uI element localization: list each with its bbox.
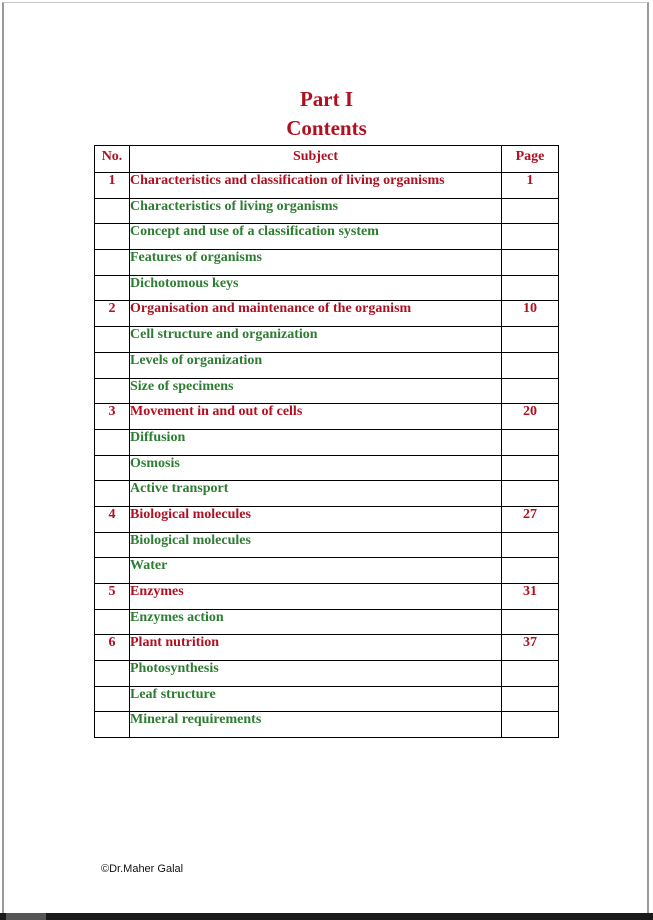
row-page: 1 bbox=[502, 173, 559, 199]
row-subject: Size of specimens bbox=[130, 378, 502, 404]
chapter-row bbox=[95, 301, 559, 327]
row-subject: Active transport bbox=[130, 481, 502, 507]
scrollbar-thumb[interactable] bbox=[6, 913, 46, 920]
topic-row bbox=[95, 455, 559, 481]
row-number bbox=[95, 224, 130, 250]
topic-row bbox=[95, 532, 559, 558]
contents-table bbox=[94, 145, 559, 738]
table-header-row bbox=[95, 146, 559, 173]
row-number: 6 bbox=[95, 635, 130, 661]
row-page bbox=[502, 558, 559, 584]
row-page bbox=[502, 250, 559, 276]
row-page bbox=[502, 429, 559, 455]
header-page: Page bbox=[502, 146, 559, 173]
row-number bbox=[95, 661, 130, 687]
row-subject: Leaf structure bbox=[130, 686, 502, 712]
row-subject: Dichotomous keys bbox=[130, 275, 502, 301]
table-body bbox=[95, 173, 559, 738]
row-number bbox=[95, 455, 130, 481]
row-subject: Enzymes bbox=[130, 584, 502, 610]
chapter-row bbox=[95, 404, 559, 430]
row-subject: Photosynthesis bbox=[130, 661, 502, 687]
row-page bbox=[502, 327, 559, 353]
row-number bbox=[95, 378, 130, 404]
row-number: 4 bbox=[95, 506, 130, 532]
row-subject: Mineral requirements bbox=[130, 712, 502, 738]
chapter-row bbox=[95, 173, 559, 199]
row-number: 3 bbox=[95, 404, 130, 430]
topic-row bbox=[95, 198, 559, 224]
row-subject: Features of organisms bbox=[130, 250, 502, 276]
row-page bbox=[502, 661, 559, 687]
row-number: 5 bbox=[95, 584, 130, 610]
part-heading: Part I bbox=[299, 87, 354, 111]
row-page bbox=[502, 532, 559, 558]
topic-row bbox=[95, 712, 559, 738]
topic-row bbox=[95, 352, 559, 378]
row-subject: Cell structure and organization bbox=[130, 327, 502, 353]
row-page bbox=[502, 686, 559, 712]
row-number bbox=[95, 198, 130, 224]
row-number bbox=[95, 609, 130, 635]
row-page bbox=[502, 275, 559, 301]
row-number bbox=[95, 686, 130, 712]
row-page bbox=[502, 455, 559, 481]
row-number bbox=[95, 712, 130, 738]
row-subject: Characteristics of living organisms bbox=[130, 198, 502, 224]
copyright-footer: ©Dr.Maher Galal bbox=[101, 863, 184, 875]
contents-heading: Contents bbox=[286, 116, 367, 140]
row-subject: Organisation and maintenance of the organism bbox=[130, 301, 502, 327]
row-page bbox=[502, 378, 559, 404]
row-page bbox=[502, 198, 559, 224]
row-page bbox=[502, 712, 559, 738]
row-page bbox=[502, 352, 559, 378]
topic-row bbox=[95, 250, 559, 276]
row-page: 37 bbox=[502, 635, 559, 661]
row-subject: Enzymes action bbox=[130, 609, 502, 635]
row-number bbox=[95, 558, 130, 584]
topic-row bbox=[95, 558, 559, 584]
row-number bbox=[95, 275, 130, 301]
chapter-row bbox=[95, 635, 559, 661]
row-page bbox=[502, 224, 559, 250]
row-page: 20 bbox=[502, 404, 559, 430]
topic-row bbox=[95, 609, 559, 635]
row-number: 2 bbox=[95, 301, 130, 327]
row-number: 1 bbox=[95, 173, 130, 199]
header-no: No. bbox=[95, 146, 130, 173]
topic-row bbox=[95, 429, 559, 455]
topic-row bbox=[95, 481, 559, 507]
row-number bbox=[95, 250, 130, 276]
row-page bbox=[502, 609, 559, 635]
header-subject: Subject bbox=[130, 146, 502, 173]
topic-row bbox=[95, 275, 559, 301]
row-page: 31 bbox=[502, 584, 559, 610]
row-number bbox=[95, 352, 130, 378]
row-subject: Characteristics and classification of living organisms bbox=[130, 173, 502, 199]
row-subject: Biological molecules bbox=[130, 532, 502, 558]
row-subject: Concept and use of a classification system bbox=[130, 224, 502, 250]
topic-row bbox=[95, 686, 559, 712]
row-number bbox=[95, 429, 130, 455]
row-subject: Biological molecules bbox=[130, 506, 502, 532]
row-subject: Levels of organization bbox=[130, 352, 502, 378]
topic-row bbox=[95, 327, 559, 353]
row-page: 10 bbox=[502, 301, 559, 327]
row-subject: Plant nutrition bbox=[130, 635, 502, 661]
row-page bbox=[502, 481, 559, 507]
horizontal-scrollbar[interactable] bbox=[0, 913, 653, 920]
row-subject: Osmosis bbox=[130, 455, 502, 481]
row-number bbox=[95, 327, 130, 353]
row-subject: Movement in and out of cells bbox=[130, 404, 502, 430]
row-page: 27 bbox=[502, 506, 559, 532]
topic-row bbox=[95, 224, 559, 250]
chapter-row bbox=[95, 584, 559, 610]
row-subject: Water bbox=[130, 558, 502, 584]
topic-row bbox=[95, 661, 559, 687]
row-number bbox=[95, 481, 130, 507]
topic-row bbox=[95, 378, 559, 404]
row-subject: Diffusion bbox=[130, 429, 502, 455]
chapter-row bbox=[95, 506, 559, 532]
row-number bbox=[95, 532, 130, 558]
